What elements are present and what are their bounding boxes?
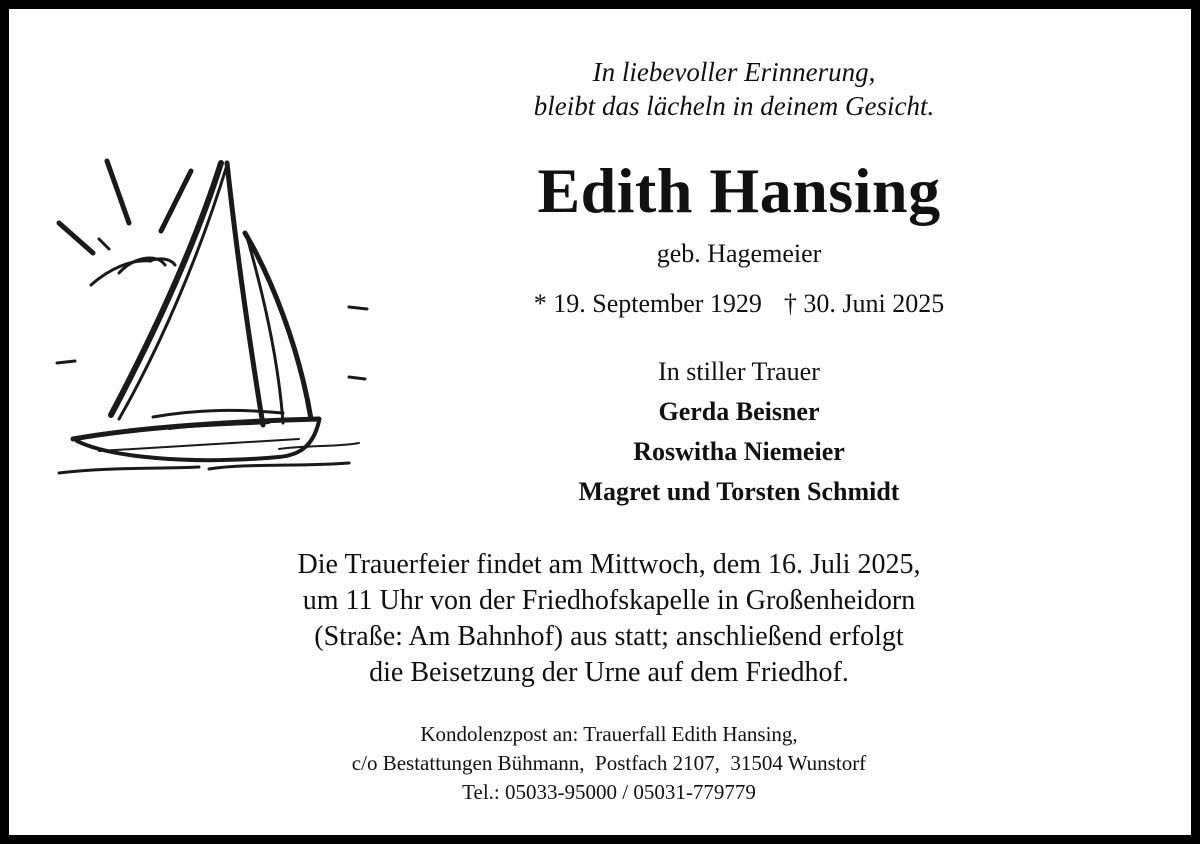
sailboat-sun-icon xyxy=(49,157,379,479)
contact-line: Tel.: 05033-95000 / 05031-779779 xyxy=(462,780,756,804)
deceased-name: Edith Hansing xyxy=(537,155,941,226)
mourners-block xyxy=(439,352,1039,512)
birth-date: * 19. September 1929 xyxy=(533,289,762,318)
mourner-name: Gerda Beisner xyxy=(658,397,820,426)
mourning-intro: In stiller Trauer xyxy=(658,357,820,386)
contact-line: Kondolenzpost an: Trauerfall Edith Hansing, xyxy=(420,722,798,746)
dedication-line: bleibt das lächeln in deinem Gesicht. xyxy=(533,91,935,121)
dedication-verse xyxy=(429,55,1039,123)
funeral-service-info xyxy=(159,547,1059,691)
mourner-name: Roswitha Niemeier xyxy=(633,437,845,466)
condolence-contact xyxy=(259,720,959,807)
death-date: † 30. Juni 2025 xyxy=(783,289,945,318)
service-line: Die Trauerfeier findet am Mittwoch, dem 16. Juli 2025, xyxy=(297,549,921,580)
service-line: um 11 Uhr von der Friedhofskapelle in Großenheidorn xyxy=(302,585,916,616)
birth-name: geb. Hagemeier xyxy=(656,239,822,268)
service-line: (Straße: Am Bahnhof) aus statt; anschließend erfolgt xyxy=(314,621,904,652)
service-line: die Beisetzung der Urne auf dem Friedhof. xyxy=(369,657,849,688)
dedication-line: In liebevoller Erinnerung, xyxy=(592,57,876,87)
mourner-name: Magret und Torsten Schmidt xyxy=(578,477,900,506)
contact-line: c/o Bestattungen Bühmann, Postfach 2107, 31504 Wunstorf xyxy=(351,751,867,775)
life-dates xyxy=(439,287,1039,321)
